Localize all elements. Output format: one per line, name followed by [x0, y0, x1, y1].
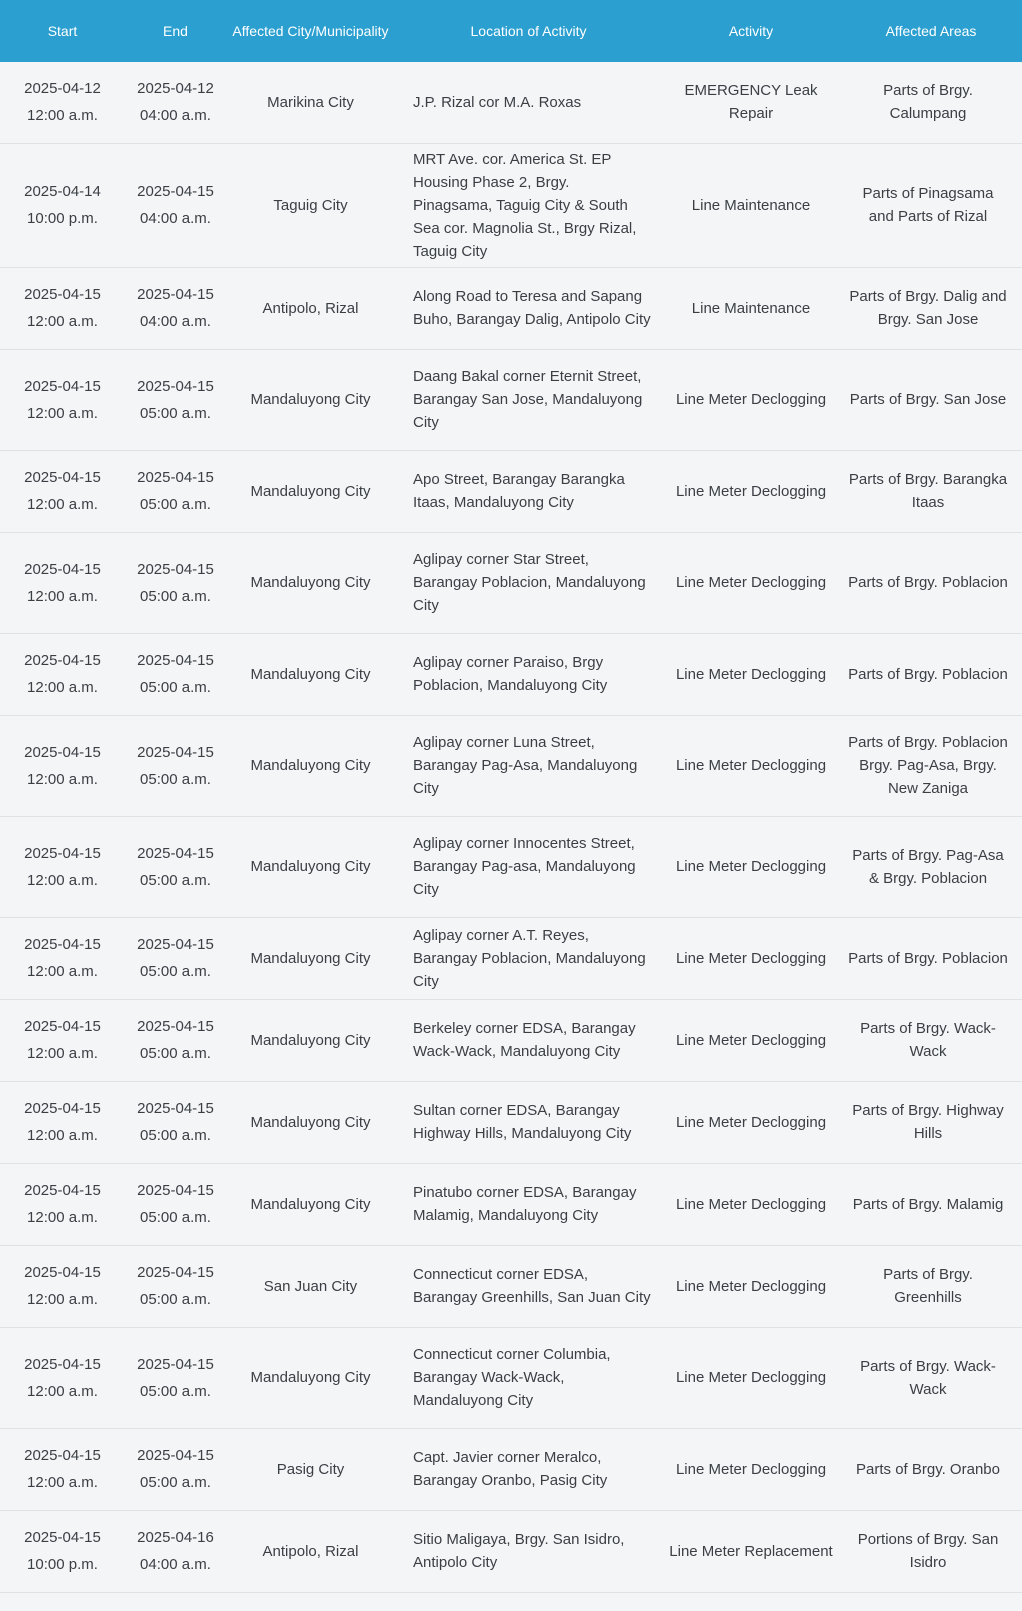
start-cell-time: 12:00 a.m.: [27, 496, 98, 513]
location-cell: Aglipay corner Paraiso, Brgy Poblacion, Mandaluyong City: [413, 654, 608, 694]
end-cell-time: 04:00 a.m.: [140, 313, 211, 330]
areas-cell: Parts of Brgy. Pag-Asa & Brgy. Poblacion: [852, 846, 1004, 887]
activity-cell: Line Maintenance: [691, 299, 811, 317]
activity-cell: Line Meter Declogging: [675, 949, 827, 967]
end-cell: [125, 715, 226, 816]
start-cell-time: 12:00 a.m.: [27, 1045, 98, 1062]
start-cell-date: 2025-04-15: [24, 1018, 101, 1035]
areas-cell: Parts of Brgy. Poblacion: [848, 574, 1008, 591]
end-cell-date: 2025-04-15: [137, 1100, 214, 1117]
end-cell-time: 05:00 a.m.: [140, 1127, 211, 1144]
start-cell-date: 2025-04-15: [24, 844, 101, 862]
start-cell-date: 2025-04-15: [24, 652, 101, 669]
start-cell: [0, 532, 125, 633]
end-cell-date: 2025-04-12: [137, 80, 214, 98]
header-activity: Activity: [728, 22, 774, 39]
location-cell: J.P. Rizal cor M.A. Roxas: [413, 93, 582, 111]
city-cell: Mandaluyong City: [250, 482, 371, 500]
activity-cell: Line Meter Declogging: [675, 391, 827, 408]
city-cell: Mandaluyong City: [250, 1369, 371, 1386]
end-cell: [125, 1327, 226, 1428]
end-cell-time: 05:00 a.m.: [140, 1291, 211, 1308]
end-cell-date: 2025-04-15: [137, 469, 214, 486]
end-cell: [125, 1428, 226, 1510]
end-cell: [125, 633, 226, 715]
end-cell-date: 2025-04-15: [137, 377, 214, 395]
start-cell: [0, 1163, 125, 1245]
start-cell-time: 12:00 a.m.: [27, 871, 98, 889]
end-cell-time: 05:00 a.m.: [140, 871, 211, 889]
table-row: [0, 143, 1022, 267]
start-cell: [0, 999, 125, 1081]
city-cell: Mandaluyong City: [250, 574, 371, 591]
end-cell-time: 05:00 a.m.: [140, 963, 211, 980]
start-cell-time: 12:00 a.m.: [27, 404, 98, 422]
start-cell: [0, 1245, 125, 1327]
city-cell: Mandaluyong City: [250, 858, 371, 875]
location-cell: Pinatubo corner EDSA, Barangay Malamig, Mandaluyong City: [413, 1184, 637, 1224]
activity-cell: Line Meter Declogging: [675, 482, 827, 500]
start-cell: [0, 1510, 125, 1592]
start-cell: [0, 1428, 125, 1510]
areas-cell: Parts of Brgy. Oranbo: [856, 1460, 1000, 1478]
end-cell-time: 05:00 a.m.: [140, 496, 211, 513]
end-cell: [125, 1081, 226, 1163]
table-body: [0, 62, 1022, 1592]
table-row: [0, 267, 1022, 349]
city-cell: Antipolo, Rizal: [262, 1542, 359, 1560]
location-cell: Connecticut corner EDSA, Barangay Greenhills, San Juan City: [413, 1266, 651, 1306]
areas-cell: Parts of Brgy. Greenhills: [883, 1266, 973, 1306]
end-cell-date: 2025-04-15: [137, 1264, 214, 1281]
start-cell-date: 2025-04-15: [24, 1182, 101, 1199]
start-cell-time: 12:00 a.m.: [27, 1291, 98, 1308]
end-cell-time: 04:00 a.m.: [140, 1556, 211, 1573]
start-cell: [0, 143, 125, 267]
start-cell-time: 12:00 a.m.: [27, 313, 98, 330]
end-cell-time: 05:00 a.m.: [140, 1474, 211, 1491]
end-cell-date: 2025-04-15: [137, 743, 214, 761]
start-cell-date: 2025-04-14: [24, 183, 101, 200]
city-cell: Antipolo, Rizal: [262, 299, 359, 317]
start-cell-date: 2025-04-15: [24, 1264, 101, 1281]
start-cell: [0, 267, 125, 349]
start-cell-date: 2025-04-15: [24, 560, 101, 578]
start-cell-time: 10:00 p.m.: [27, 1556, 98, 1573]
end-cell: [125, 816, 226, 917]
activity-cell: Line Meter Declogging: [675, 665, 827, 683]
city-cell: Mandaluyong City: [250, 1195, 371, 1213]
end-cell: [125, 1245, 226, 1327]
header-location: Location of Activity: [470, 22, 587, 39]
start-cell-time: 12:00 a.m.: [27, 1382, 98, 1400]
city-cell: Mandaluyong City: [250, 1031, 371, 1049]
end-cell-time: 04:00 a.m.: [140, 107, 211, 125]
table-row: [0, 816, 1022, 917]
activity-cell: Line Maintenance: [691, 196, 811, 214]
header-row: [0, 0, 1022, 62]
start-cell-time: 12:00 a.m.: [27, 1209, 98, 1226]
areas-cell: Parts of Brgy. Highway Hills: [852, 1102, 1004, 1142]
areas-cell: Parts of Brgy. San Jose: [849, 391, 1007, 408]
header-end: End: [163, 22, 188, 39]
start-cell-time: 12:00 a.m.: [27, 587, 98, 605]
location-cell: MRT Ave. cor. America St. EP Housing Phase 2, Brgy. Pinagsama, Taguig City & South Sea cor. Magnolia St., Brgy Rizal, Taguig City: [413, 150, 637, 260]
city-cell: Taguig City: [273, 196, 348, 214]
end-cell: [125, 267, 226, 349]
start-cell: [0, 1327, 125, 1428]
table-row: [0, 715, 1022, 816]
start-cell-date: 2025-04-15: [24, 1529, 101, 1546]
table-row: [0, 1245, 1022, 1327]
city-cell: Mandaluyong City: [250, 665, 371, 683]
start-cell: [0, 917, 125, 999]
activity-cell: Line Meter Declogging: [675, 574, 827, 591]
city-cell: Marikina City: [267, 93, 354, 111]
start-cell-date: 2025-04-15: [24, 469, 101, 486]
start-cell-date: 2025-04-15: [24, 936, 101, 953]
areas-cell: Parts of Brgy. Calumpang: [883, 82, 973, 123]
areas-cell: Portions of Brgy. San Isidro: [857, 1531, 999, 1571]
areas-cell: Parts of Brgy. Malamig: [852, 1195, 1004, 1213]
start-cell-date: 2025-04-15: [24, 1447, 101, 1464]
end-cell-date: 2025-04-15: [137, 1018, 214, 1035]
areas-cell: Parts of Brgy. Wack-Wack: [860, 1020, 996, 1060]
start-cell: [0, 633, 125, 715]
end-cell: [125, 999, 226, 1081]
location-cell: Along Road to Teresa and Sapang Buho, Barangay Dalig, Antipolo City: [413, 288, 651, 328]
end-cell-date: 2025-04-15: [137, 183, 214, 200]
end-cell-date: 2025-04-16: [137, 1529, 214, 1546]
city-cell: Mandaluyong City: [250, 391, 371, 408]
end-cell-time: 05:00 a.m.: [140, 1382, 211, 1400]
header-start: Start: [47, 22, 78, 39]
table-row: [0, 1428, 1022, 1510]
table-row: [0, 1510, 1022, 1592]
location-cell: Berkeley corner EDSA, Barangay Wack-Wack, Mandaluyong City: [413, 1020, 636, 1060]
start-cell: [0, 1081, 125, 1163]
location-cell: Sultan corner EDSA, Barangay Highway Hills, Mandaluyong City: [413, 1102, 632, 1142]
areas-cell: Parts of Pinagsama and Parts of Rizal: [862, 185, 994, 225]
table-row: [0, 633, 1022, 715]
end-cell: [125, 62, 226, 143]
end-cell-date: 2025-04-15: [137, 286, 214, 303]
activity-cell: Line Meter Declogging: [675, 1369, 827, 1386]
start-cell-time: 12:00 a.m.: [27, 963, 98, 980]
location-cell: Connecticut corner Columbia, Barangay Wack-Wack, Mandaluyong City: [413, 1346, 611, 1409]
start-cell-date: 2025-04-15: [24, 743, 101, 761]
city-cell: Mandaluyong City: [250, 1113, 371, 1131]
city-cell: Pasig City: [276, 1460, 345, 1478]
header-areas: Affected Areas: [885, 22, 977, 39]
end-cell-date: 2025-04-15: [137, 560, 214, 578]
table-row: [0, 450, 1022, 532]
table-row: [0, 917, 1022, 999]
end-cell: [125, 450, 226, 532]
areas-cell: Parts of Brgy. Poblacion: [848, 665, 1008, 683]
location-cell: Aglipay corner Star Street, Barangay Poblacion, Mandaluyong City: [413, 551, 646, 614]
end-cell-time: 05:00 a.m.: [140, 679, 211, 696]
start-cell-time: 10:00 p.m.: [27, 210, 98, 227]
start-cell-date: 2025-04-15: [24, 286, 101, 303]
start-cell: [0, 715, 125, 816]
activity-cell: Line Meter Replacement: [669, 1542, 833, 1560]
activity-cell: Line Meter Declogging: [675, 1277, 827, 1295]
areas-cell: Parts of Brgy. Poblacion: [848, 949, 1008, 967]
table-row: [0, 1327, 1022, 1428]
activity-cell: Line Meter Declogging: [675, 1460, 827, 1478]
end-cell-time: 05:00 a.m.: [140, 1045, 211, 1062]
activity-cell: Line Meter Declogging: [675, 858, 827, 875]
end-cell-time: 05:00 a.m.: [140, 770, 211, 788]
location-cell: Apo Street, Barangay Barangka Itaas, Mandaluyong City: [413, 471, 625, 511]
end-cell-time: 05:00 a.m.: [140, 404, 211, 422]
city-cell: San Juan City: [263, 1277, 358, 1295]
table-header: [0, 0, 1022, 62]
end-cell-time: 05:00 a.m.: [140, 587, 211, 605]
table-row: [0, 349, 1022, 450]
end-cell-date: 2025-04-15: [137, 652, 214, 669]
start-cell-date: 2025-04-15: [24, 1355, 101, 1373]
table-row: [0, 1163, 1022, 1245]
end-cell-date: 2025-04-15: [137, 936, 214, 953]
city-cell: Mandaluyong City: [250, 949, 371, 967]
end-cell-date: 2025-04-15: [137, 1182, 214, 1199]
activity-cell: EMERGENCY Leak Repair: [684, 82, 818, 123]
end-cell-time: 05:00 a.m.: [140, 1209, 211, 1226]
table-row: [0, 999, 1022, 1081]
end-cell: [125, 349, 226, 450]
end-cell: [125, 917, 226, 999]
table-row: [0, 532, 1022, 633]
end-cell-time: 04:00 a.m.: [140, 210, 211, 227]
end-cell: [125, 143, 226, 267]
activity-cell: Line Meter Declogging: [675, 1031, 827, 1049]
areas-cell: Parts of Brgy. Poblacion Brgy. Pag-Asa, Brgy. New Zaniga: [848, 734, 1008, 797]
start-cell-time: 12:00 a.m.: [27, 770, 98, 788]
end-cell: [125, 532, 226, 633]
start-cell-date: 2025-04-12: [24, 80, 101, 98]
city-cell: Mandaluyong City: [250, 757, 371, 774]
location-cell: Daang Bakal corner Eternit Street, Barangay San Jose, Mandaluyong City: [413, 368, 643, 431]
end-cell: [125, 1163, 226, 1245]
table-row: [0, 62, 1022, 143]
start-cell-date: 2025-04-15: [24, 377, 101, 395]
start-cell-time: 12:00 a.m.: [27, 1127, 98, 1144]
end-cell-date: 2025-04-15: [137, 1447, 214, 1464]
table-row: [0, 1081, 1022, 1163]
areas-cell: Parts of Brgy. Dalig and Brgy. San Jose: [849, 288, 1007, 328]
start-cell: [0, 816, 125, 917]
start-cell-time: 12:00 a.m.: [27, 107, 98, 125]
areas-cell: Parts of Brgy. Wack-Wack: [860, 1357, 996, 1398]
activity-cell: Line Meter Declogging: [675, 1113, 827, 1131]
activity-cell: Line Meter Declogging: [675, 757, 827, 774]
location-cell: Aglipay corner Innocentes Street, Barangay Pag-asa, Mandaluyong City: [413, 835, 636, 898]
areas-cell: Parts of Brgy. Barangka Itaas: [848, 471, 1008, 511]
start-cell-time: 12:00 a.m.: [27, 1474, 98, 1491]
location-cell: Aglipay corner Luna Street, Barangay Pag-Asa, Mandaluyong City: [413, 734, 638, 797]
end-cell-date: 2025-04-15: [137, 844, 214, 862]
location-cell: Capt. Javier corner Meralco, Barangay Oranbo, Pasig City: [413, 1449, 608, 1489]
location-cell: Sitio Maligaya, Brgy. San Isidro, Antipolo City: [413, 1531, 625, 1571]
start-cell-time: 12:00 a.m.: [27, 679, 98, 696]
location-cell: Aglipay corner A.T. Reyes, Barangay Poblacion, Mandaluyong City: [413, 926, 646, 990]
header-city: Affected City/Municipality: [232, 22, 389, 39]
start-cell: [0, 450, 125, 532]
end-cell-date: 2025-04-15: [137, 1355, 214, 1373]
start-cell: [0, 349, 125, 450]
start-cell-date: 2025-04-15: [24, 1100, 101, 1117]
end-cell: [125, 1510, 226, 1592]
start-cell: [0, 62, 125, 143]
activity-cell: Line Meter Declogging: [675, 1195, 827, 1213]
